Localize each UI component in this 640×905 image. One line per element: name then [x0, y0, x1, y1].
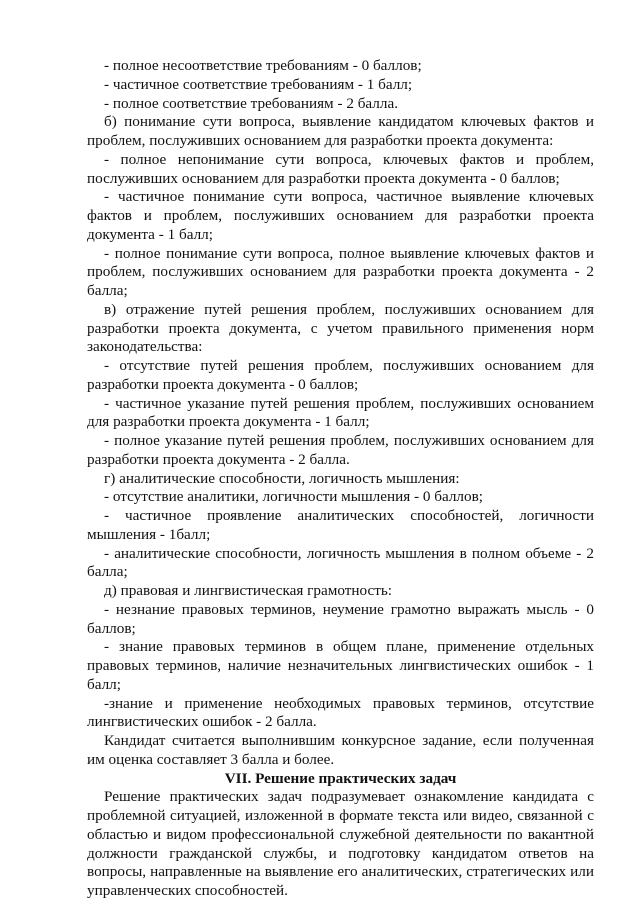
- list-item: - полное непонимание сути вопроса, ключевых фактов и проблем, послуживших основанием для разработки проекта документа - 0 баллов;: [87, 150, 594, 187]
- list-item: - полное понимание сути вопроса, полное выявление ключевых фактов и проблем, послуживших основанием для разработки проекта документа - 2 балла;: [87, 244, 594, 299]
- list-item: -знание и применение необходимых правовых терминов, отсутствие лингвистических ошибок - 2 балла.: [87, 694, 594, 731]
- list-item: - частичное соответствие требованиям - 1 балл;: [104, 75, 413, 93]
- section-heading: VII. Решение практических задач: [224, 769, 457, 787]
- criterion-heading: в) отражение путей решения проблем, послуживших основанием для разработки проекта документа, с учетом правильного применения норм законодательства:: [87, 300, 594, 356]
- section-paragraph: Решение практических задач подразумевает ознакомление кандидата с проблемной ситуацией, изложенной в формате текста или видео, связанной с областью и видом профессиональной служебной деятельности по вакантной должности гражданской службы, и подготовку кандидатом ответов на вопросы, направленные на выявление его аналитических, стратегических или управленческих способностей.: [87, 788, 594, 899]
- list-item: - аналитические способности, логичность мышления в полном объеме - 2 балла;: [87, 544, 594, 581]
- criterion-heading: г) аналитические способности, логичность мышления:: [104, 469, 460, 487]
- document-page: [87, 57, 594, 901]
- list-item: - полное несоответствие требованиям - 0 баллов;: [104, 57, 422, 74]
- criterion-heading: д) правовая и лингвистическая грамотность:: [104, 582, 392, 599]
- list-item: - частичное проявление аналитических способностей, логичности мышления - 1балл;: [87, 507, 594, 543]
- list-item: - знание правовых терминов в общем плане, применение отдельных правовых терминов, наличие незначительных лингвистических ошибок - 1 балл;: [87, 638, 594, 693]
- list-item: - частичное указание путей решения проблем, послуживших основанием для разработки проекта документа - 1 балл;: [87, 394, 594, 431]
- conclusion-paragraph: Кандидат считается выполнившим конкурсное задание, если полученная им оценка составляет 3 балла и более.: [87, 732, 594, 768]
- list-item: - отсутствие путей решения проблем, послуживших основанием для разработки проекта документа - 0 баллов;: [87, 357, 594, 393]
- list-item: - полное соответствие требованиям - 2 балла.: [104, 94, 399, 112]
- list-item: - отсутствие аналитики, логичности мышления - 0 баллов;: [104, 488, 483, 506]
- criterion-heading: б) понимание сути вопроса, выявление кандидатом ключевых фактов и проблем, послуживших основанием для разработки проекта документа:: [87, 113, 594, 149]
- list-item: - частичное понимание сути вопроса, частичное выявление ключевых фактов и проблем, послуживших основанием для разработки проекта документа - 1 балл;: [87, 188, 594, 243]
- list-item: - незнание правовых терминов, неумение грамотно выражать мысль - 0 баллов;: [87, 600, 594, 637]
- list-item: - полное указание путей решения проблем, послуживших основанием для разработки проекта документа - 2 балла.: [87, 432, 594, 468]
